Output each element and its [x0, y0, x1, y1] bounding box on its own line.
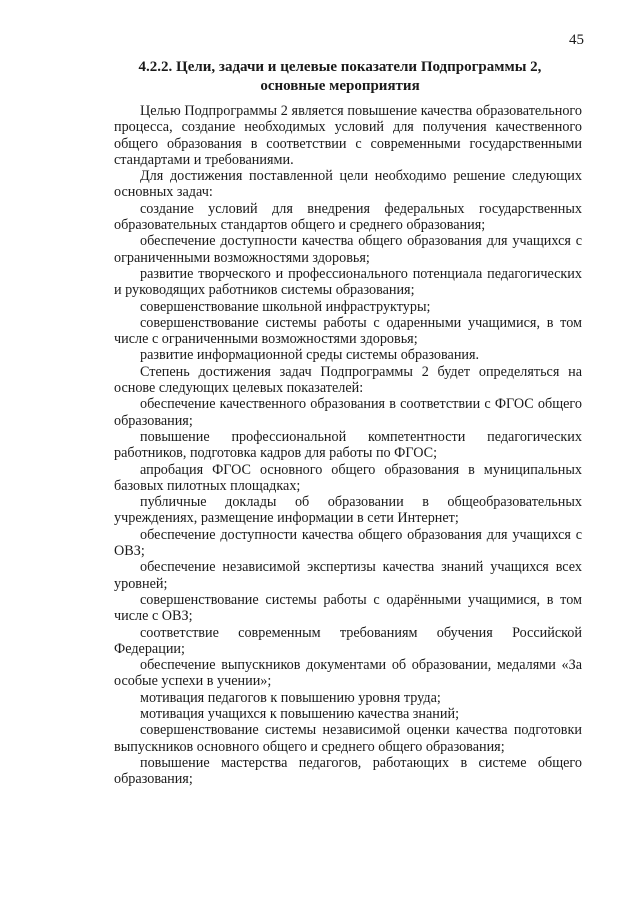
paragraph-indicators-intro: Степень достижения задач Подпрограммы 2 будет определяться на основе следующих целевых показателей:	[114, 363, 582, 397]
section-heading-line-1: 4.2.2. Цели, задачи и целевые показатели Подпрограммы 2,	[138, 59, 542, 75]
task-item: совершенствование школьной инфраструктуры;	[140, 298, 431, 315]
indicator-item: обеспечение доступности качества общего образования для учащихся с ОВЗ;	[114, 526, 582, 560]
document-body	[114, 103, 582, 787]
page-number: 45	[569, 32, 584, 48]
task-item: развитие творческого и профессионального потенциала педагогических и руководящих работников системы образования;	[114, 265, 582, 299]
paragraph-goal: Целью Подпрограммы 2 является повышение качества образовательного процесса, создание необходимых условий для получения качественного общего образования в соответствии с современными государственными стандартами и требованиями.	[114, 103, 582, 168]
indicator-item: совершенствование системы работы с одарёнными учащимися, в том числе с ОВЗ;	[114, 591, 582, 625]
indicator-item: мотивация педагогов к повышению уровня труда;	[140, 689, 441, 706]
indicator-item: повышение профессиональной компетентности педагогических работников, подготовка кадров для работы по ФГОС;	[114, 428, 582, 462]
indicator-item: обеспечение выпускников документами об образовании, медалями «За особые успехи в учении»;	[114, 657, 582, 690]
task-item: совершенствование системы работы с одаренными учащимися, в том числе с ограниченными возможностями здоровья;	[114, 314, 582, 348]
indicator-item: мотивация учащихся к повышению качества знаний;	[140, 705, 460, 722]
paragraph-tasks-intro: Для достижения поставленной цели необходимо решение следующих основных задач:	[114, 168, 582, 201]
indicator-item: обеспечение независимой экспертизы качества знаний учащихся всех уровней;	[114, 559, 582, 592]
indicator-item: публичные доклады об образовании в общеобразовательных учреждениях, размещение информации в сети Интернет;	[114, 494, 582, 527]
indicator-item: повышение мастерства педагогов, работающих в системе общего образования;	[114, 754, 582, 788]
section-heading-line-2: основные мероприятия	[260, 78, 420, 94]
indicator-item: соответствие современным требованиям обучения Российской Федерации;	[114, 624, 582, 657]
task-item: развитие информационной среды системы образования.	[140, 347, 480, 364]
task-item: обеспечение доступности качества общего образования для учащихся с ограниченными возможностями здоровья;	[114, 233, 582, 266]
indicator-item: апробация ФГОС основного общего образования в муниципальных базовых пилотных площадках;	[114, 461, 582, 494]
task-item: создание условий для внедрения федеральных государственных образовательных стандартов общего и среднего образования;	[114, 200, 582, 234]
indicator-item: совершенствование системы независимой оценки качества подготовки выпускников основного общего и среднего общего образования;	[114, 722, 582, 755]
section-heading	[110, 58, 570, 96]
indicator-item: обеспечение качественного образования в соответствии с ФГОС общего образования;	[114, 396, 582, 429]
